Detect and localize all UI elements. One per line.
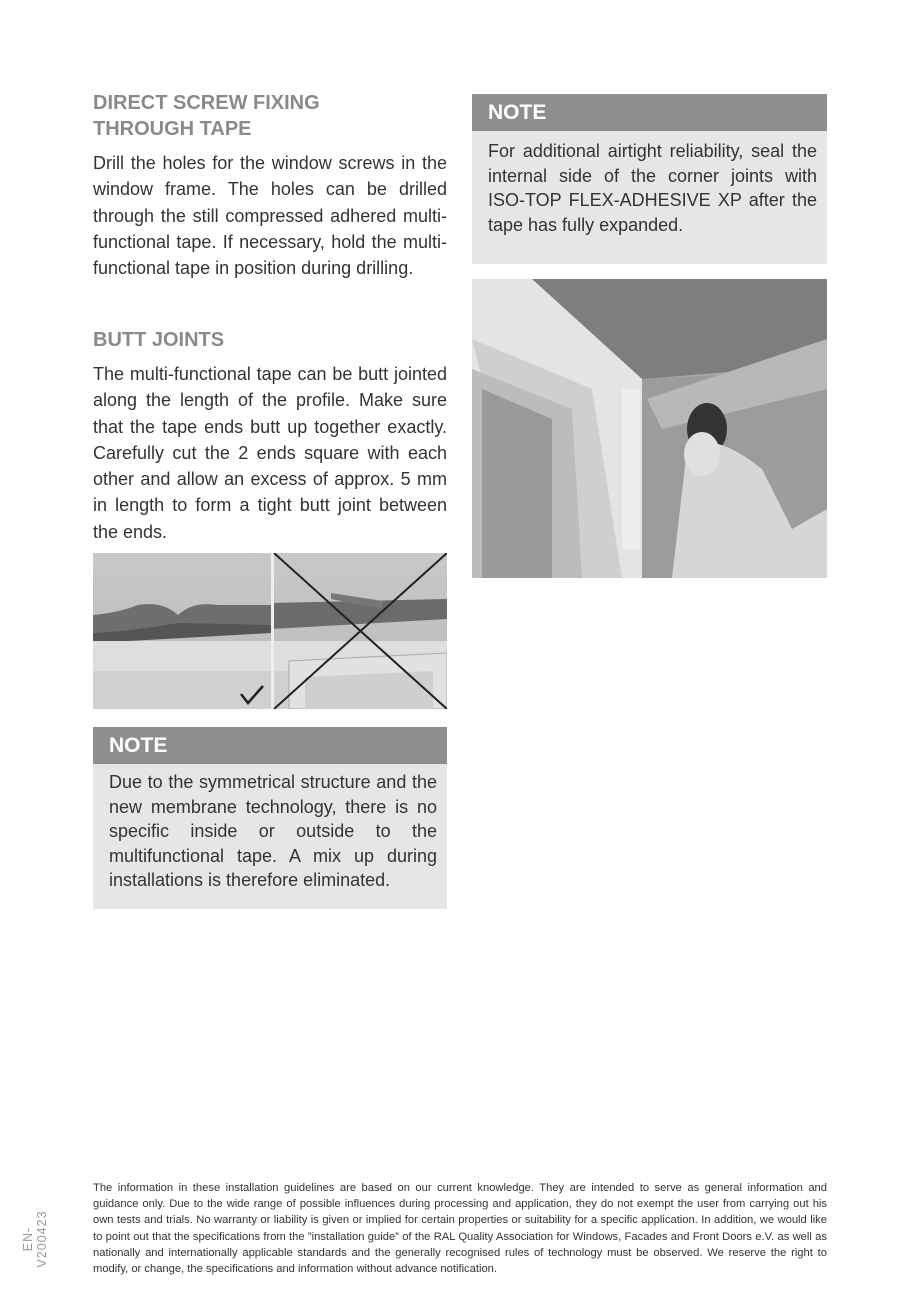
sealing-corner-photo bbox=[472, 279, 827, 578]
heading-line: THROUGH TAPE bbox=[93, 118, 252, 140]
heading-line: DIRECT SCREW FIXING bbox=[93, 92, 320, 114]
paragraph-screw-fixing: Drill the holes for the window screws in the window frame. The holes can be drilled through the still compressed adhered multi-functional tape. If necessary, hold the multi-functional tape in position during drilling. bbox=[93, 153, 447, 279]
butt-joint-photo bbox=[93, 553, 447, 709]
note-header-left: NOTE bbox=[93, 727, 447, 764]
footer-disclaimer: The information in these installation guidelines are based on our current knowledge. They are intended to serve as general information and guidance only. Due to the wide range of possible influences during processing and application, they do not exempt the user from carrying out his own tests and trials. No warranty or liability is given or implied for certain properties or suitability for a specific application. In addition, we would like to point out that the specifications from the ”installation guide” of the RAL Quality Association for Windows, Facades and Front Doors e.V. as well as nationally and internationally applicable standards and the generally recognised rules of technology must be observed. We reserve the right to modify, or change, the specifications and information without advance notification. bbox=[93, 1182, 827, 1276]
heading-butt-joints: BUTT JOINTS bbox=[93, 329, 225, 351]
note-body-left: Due to the symmetrical structure and the new membrane technology, there is no specific inside or outside to the multifunctional tape. A mix up during installations is therefore eliminated. bbox=[93, 764, 447, 909]
heading-direct-screw-fixing bbox=[93, 90, 447, 142]
document-code: EN-V200423 bbox=[21, 1210, 49, 1268]
paragraph-butt-joints: The multi-functional tape can be butt jointed along the length of the profile. Make sure that the tape ends butt up together exactly. Carefully cut the 2 ends square with each other and allow an excess of approx. 5 mm in length to form a tight butt joint between the ends. bbox=[93, 364, 447, 542]
note-body-right: For additional airtight reliability, seal the internal side of the corner joints with ISO-TOP FLEX-ADHESIVE XP after the tape has fully expanded. bbox=[472, 131, 827, 264]
note-header-right: NOTE bbox=[472, 94, 827, 131]
